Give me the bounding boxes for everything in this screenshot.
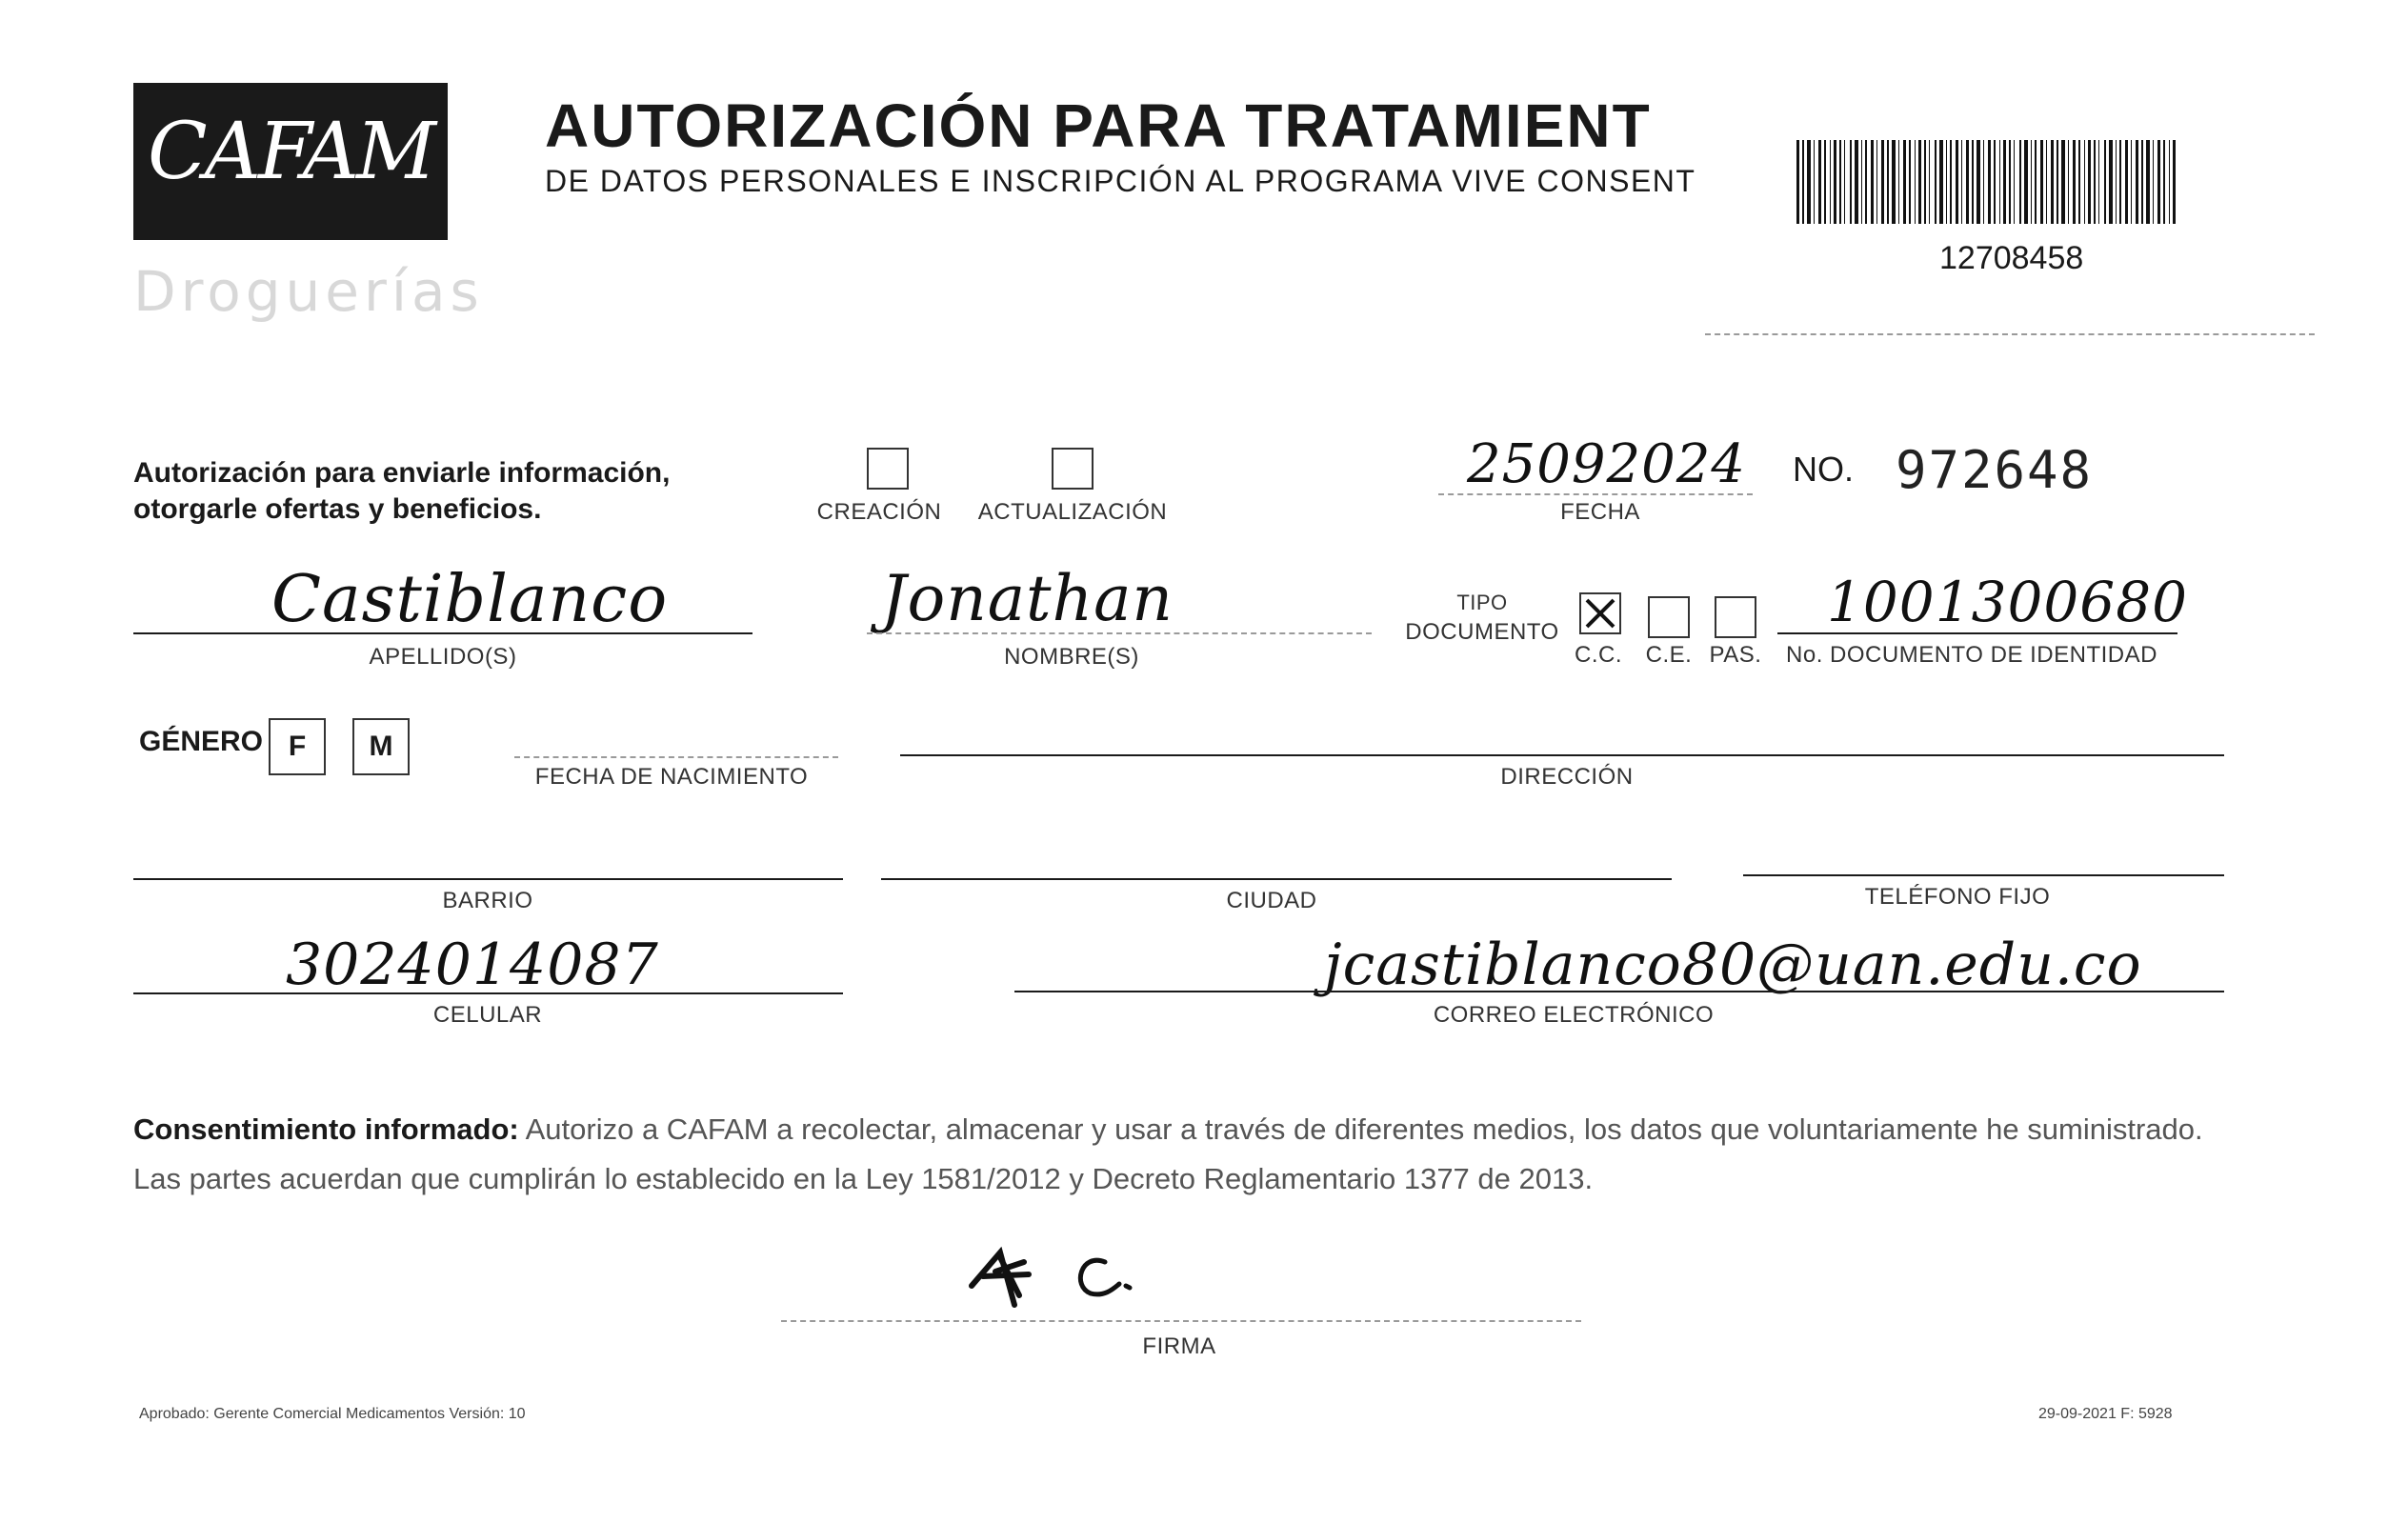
document-title: AUTORIZACIÓN PARA TRATAMIENT: [545, 91, 1652, 160]
firma-label: FIRMA: [1142, 1333, 1216, 1359]
fecha-value[interactable]: 25092024: [1467, 433, 1747, 495]
barcode-bar: [1983, 140, 1984, 224]
barcode-bar: [2094, 140, 2096, 224]
barcode-bar: [2078, 140, 2080, 224]
fecha-line: [1438, 493, 1753, 495]
barcode-bar: [1839, 140, 1841, 224]
barcode-bar: [2163, 140, 2165, 224]
nombre-value[interactable]: Jonathan: [881, 562, 1174, 635]
barcode-bar: [2173, 140, 2176, 224]
barcode-bar: [1918, 140, 1921, 224]
barrio-label: BARRIO: [442, 888, 533, 913]
genero-label: GÉNERO: [139, 726, 264, 757]
barcode-bar: [2116, 140, 2117, 224]
barcode-bar: [1855, 140, 1858, 224]
ce-label: C.E.: [1645, 642, 1693, 668]
barcode-bar: [1909, 140, 1911, 224]
footer-date-code: 29-09-2021 F: 5928: [2038, 1406, 2173, 1422]
barcode-bar: [2169, 140, 2170, 224]
celular-label: CELULAR: [432, 1002, 543, 1028]
barcode-bar: [2051, 140, 2054, 224]
cc-checkbox[interactable]: [1579, 592, 1621, 634]
barcode-bar: [1865, 140, 1867, 224]
barcode-bar: [2131, 140, 2132, 224]
barcode-bar: [1939, 140, 1943, 224]
barcode-bar: [1977, 140, 1980, 224]
barcode-bar: [2031, 140, 2032, 224]
numero-value: 972648: [1896, 440, 2094, 500]
barcode-bar: [1824, 140, 1826, 224]
firma-line: [781, 1320, 1581, 1322]
barcode-bar: [1830, 140, 1831, 224]
tipo-doc-label-1: TIPO: [1456, 591, 1508, 614]
barcode-bar: [1972, 140, 1974, 224]
barcode-bar: [1802, 140, 1804, 224]
barcode-bar: [2014, 140, 2015, 224]
barcode-bar: [2040, 140, 2043, 224]
celular-line: [133, 992, 843, 994]
fecha-label: FECHA: [1560, 499, 1640, 525]
barcode-bar: [2068, 140, 2069, 224]
barcode-bar: [1796, 140, 1799, 224]
authorization-text: Autorización para enviarle información, otorgarle ofertas y beneficios.: [133, 457, 671, 525]
barcode-bar: [2146, 140, 2150, 224]
creacion-label: CREACIÓN: [816, 499, 942, 525]
barcode-bar: [2061, 140, 2065, 224]
barcode-bar: [2153, 140, 2154, 224]
footer-approved: Aprobado: Gerente Comercial Medicamentos Versión: 10: [139, 1406, 526, 1422]
barcode-bar: [2024, 140, 2028, 224]
barcode-bar: [2119, 140, 2121, 224]
barcode-bar: [2136, 140, 2138, 224]
barcode-bar: [2003, 140, 2006, 224]
genero-m-box[interactable]: M: [352, 718, 410, 775]
tipo-doc-label-2: DOCUMENTO: [1405, 619, 1559, 645]
barcode-bar: [1994, 140, 1996, 224]
logo-subtitle: Droguerías: [133, 259, 484, 324]
barcode-bar: [1999, 140, 2000, 224]
barcode-bar: [2104, 140, 2106, 224]
barcode-bar: [2125, 140, 2128, 224]
barcode-bar: [1871, 140, 1874, 224]
ciudad-line[interactable]: [881, 878, 1672, 880]
barcode-bar: [1903, 140, 1906, 224]
barcode-bar: [2109, 140, 2113, 224]
correo-label: CORREO ELECTRÓNICO: [1433, 1002, 1715, 1028]
actualizacion-checkbox[interactable]: [1052, 448, 1094, 490]
apellido-line: [133, 632, 752, 634]
barcode-bar: [1966, 140, 1969, 224]
celular-value[interactable]: 3024014087: [286, 932, 659, 998]
document-subtitle: DE DATOS PERSONALES E INSCRIPCIÓN AL PROGRAMA VIVE CONSENT: [545, 164, 1696, 198]
barcode-bar: [1844, 140, 1845, 224]
barcode-bar: [1876, 140, 1877, 224]
barcode-bar: [1850, 140, 1852, 224]
barcode-bar: [2073, 140, 2076, 224]
direccion-line[interactable]: [900, 754, 2224, 756]
barcode-bar: [1961, 140, 1962, 224]
barcode-bar: [2019, 140, 2021, 224]
cc-label: C.C.: [1575, 642, 1622, 668]
barcode-bar: [1924, 140, 1926, 224]
barcode-bar: [2088, 140, 2091, 224]
barcode-bar: [1887, 140, 1889, 224]
barcode-bar: [2046, 140, 2047, 224]
barcode-bar: [1818, 140, 1821, 224]
apellido-value[interactable]: Castiblanco: [271, 562, 669, 637]
consent-text: Autorizo a CAFAM a recolectar, almacenar y usar a través de diferentes medios, los datos que voluntariamente he suministrado. Las partes acuerdan que cumplirán lo establecido en la Ley 1581/2012 y Decreto Reglamentario 1377 de 2013.: [133, 1112, 2203, 1195]
barcode-bar: [1892, 140, 1896, 224]
fecha-nacimiento-line: [514, 756, 838, 758]
apellido-label: APELLIDO(S): [369, 644, 517, 670]
pas-label: PAS.: [1709, 642, 1762, 668]
barcode-bar: [2035, 140, 2037, 224]
barcode-bar: [1950, 140, 1952, 224]
check-mark-icon: [1581, 594, 1619, 632]
direccion-label: DIRECCIÓN: [1500, 764, 1634, 790]
consent-heading: Consentimiento informado:: [133, 1112, 519, 1146]
correo-value[interactable]: jcastiblanco80@uan.edu.co: [1324, 932, 2142, 998]
barcode-bar: [2009, 140, 2011, 224]
signature-image: [962, 1229, 1153, 1324]
genero-f-box[interactable]: F: [269, 718, 326, 775]
telefono-label: TELÉFONO FIJO: [1864, 884, 2051, 910]
barcode-bar: [1814, 140, 1815, 224]
fecha-nacimiento-label: FECHA DE NACIMIENTO: [534, 764, 809, 790]
barcode-bar: [1834, 140, 1836, 224]
documento-label: No. DOCUMENTO DE IDENTIDAD: [1786, 642, 2157, 668]
barcode-bar: [1956, 140, 1958, 224]
barcode-bar: [1915, 140, 1916, 224]
barcode-bar: [1935, 140, 1936, 224]
documento-value[interactable]: 1001300680: [1827, 570, 2189, 634]
ciudad-label: CIUDAD: [1226, 888, 1317, 913]
nombre-line: [867, 632, 1372, 634]
barcode-number: 12708458: [1939, 240, 2084, 276]
telefono-line[interactable]: [1743, 874, 2224, 876]
barcode-bar: [1929, 140, 1930, 224]
consent-paragraph: [133, 1105, 2238, 1204]
nombre-label: NOMBRE(S): [1004, 644, 1139, 670]
creacion-checkbox[interactable]: [867, 448, 909, 490]
barcode-bar: [1988, 140, 1991, 224]
barcode-bar: [1807, 140, 1811, 224]
actualizacion-label: ACTUALIZACIÓN: [977, 499, 1168, 525]
correo-line: [1014, 991, 2224, 992]
barcode-bar: [2141, 140, 2143, 224]
barcode-bar: [2084, 140, 2085, 224]
barcode-bar: [2157, 140, 2160, 224]
cafam-logo: CAFAM: [148, 107, 433, 197]
documento-line: [1777, 632, 2177, 634]
barcode-bar: [2098, 140, 2099, 224]
barcode-bar: [1898, 140, 1899, 224]
barrio-line[interactable]: [133, 878, 843, 880]
barcode: [1796, 140, 2179, 224]
barcode-bar: [1946, 140, 1947, 224]
barcode-bar: [2057, 140, 2058, 224]
numero-label: NO.: [1793, 450, 1855, 489]
pas-checkbox[interactable]: [1715, 596, 1756, 638]
barcode-bar: [1881, 140, 1884, 224]
barcode-bar: [1861, 140, 1862, 224]
header-divider: [1705, 333, 2315, 335]
ce-checkbox[interactable]: [1648, 596, 1690, 638]
